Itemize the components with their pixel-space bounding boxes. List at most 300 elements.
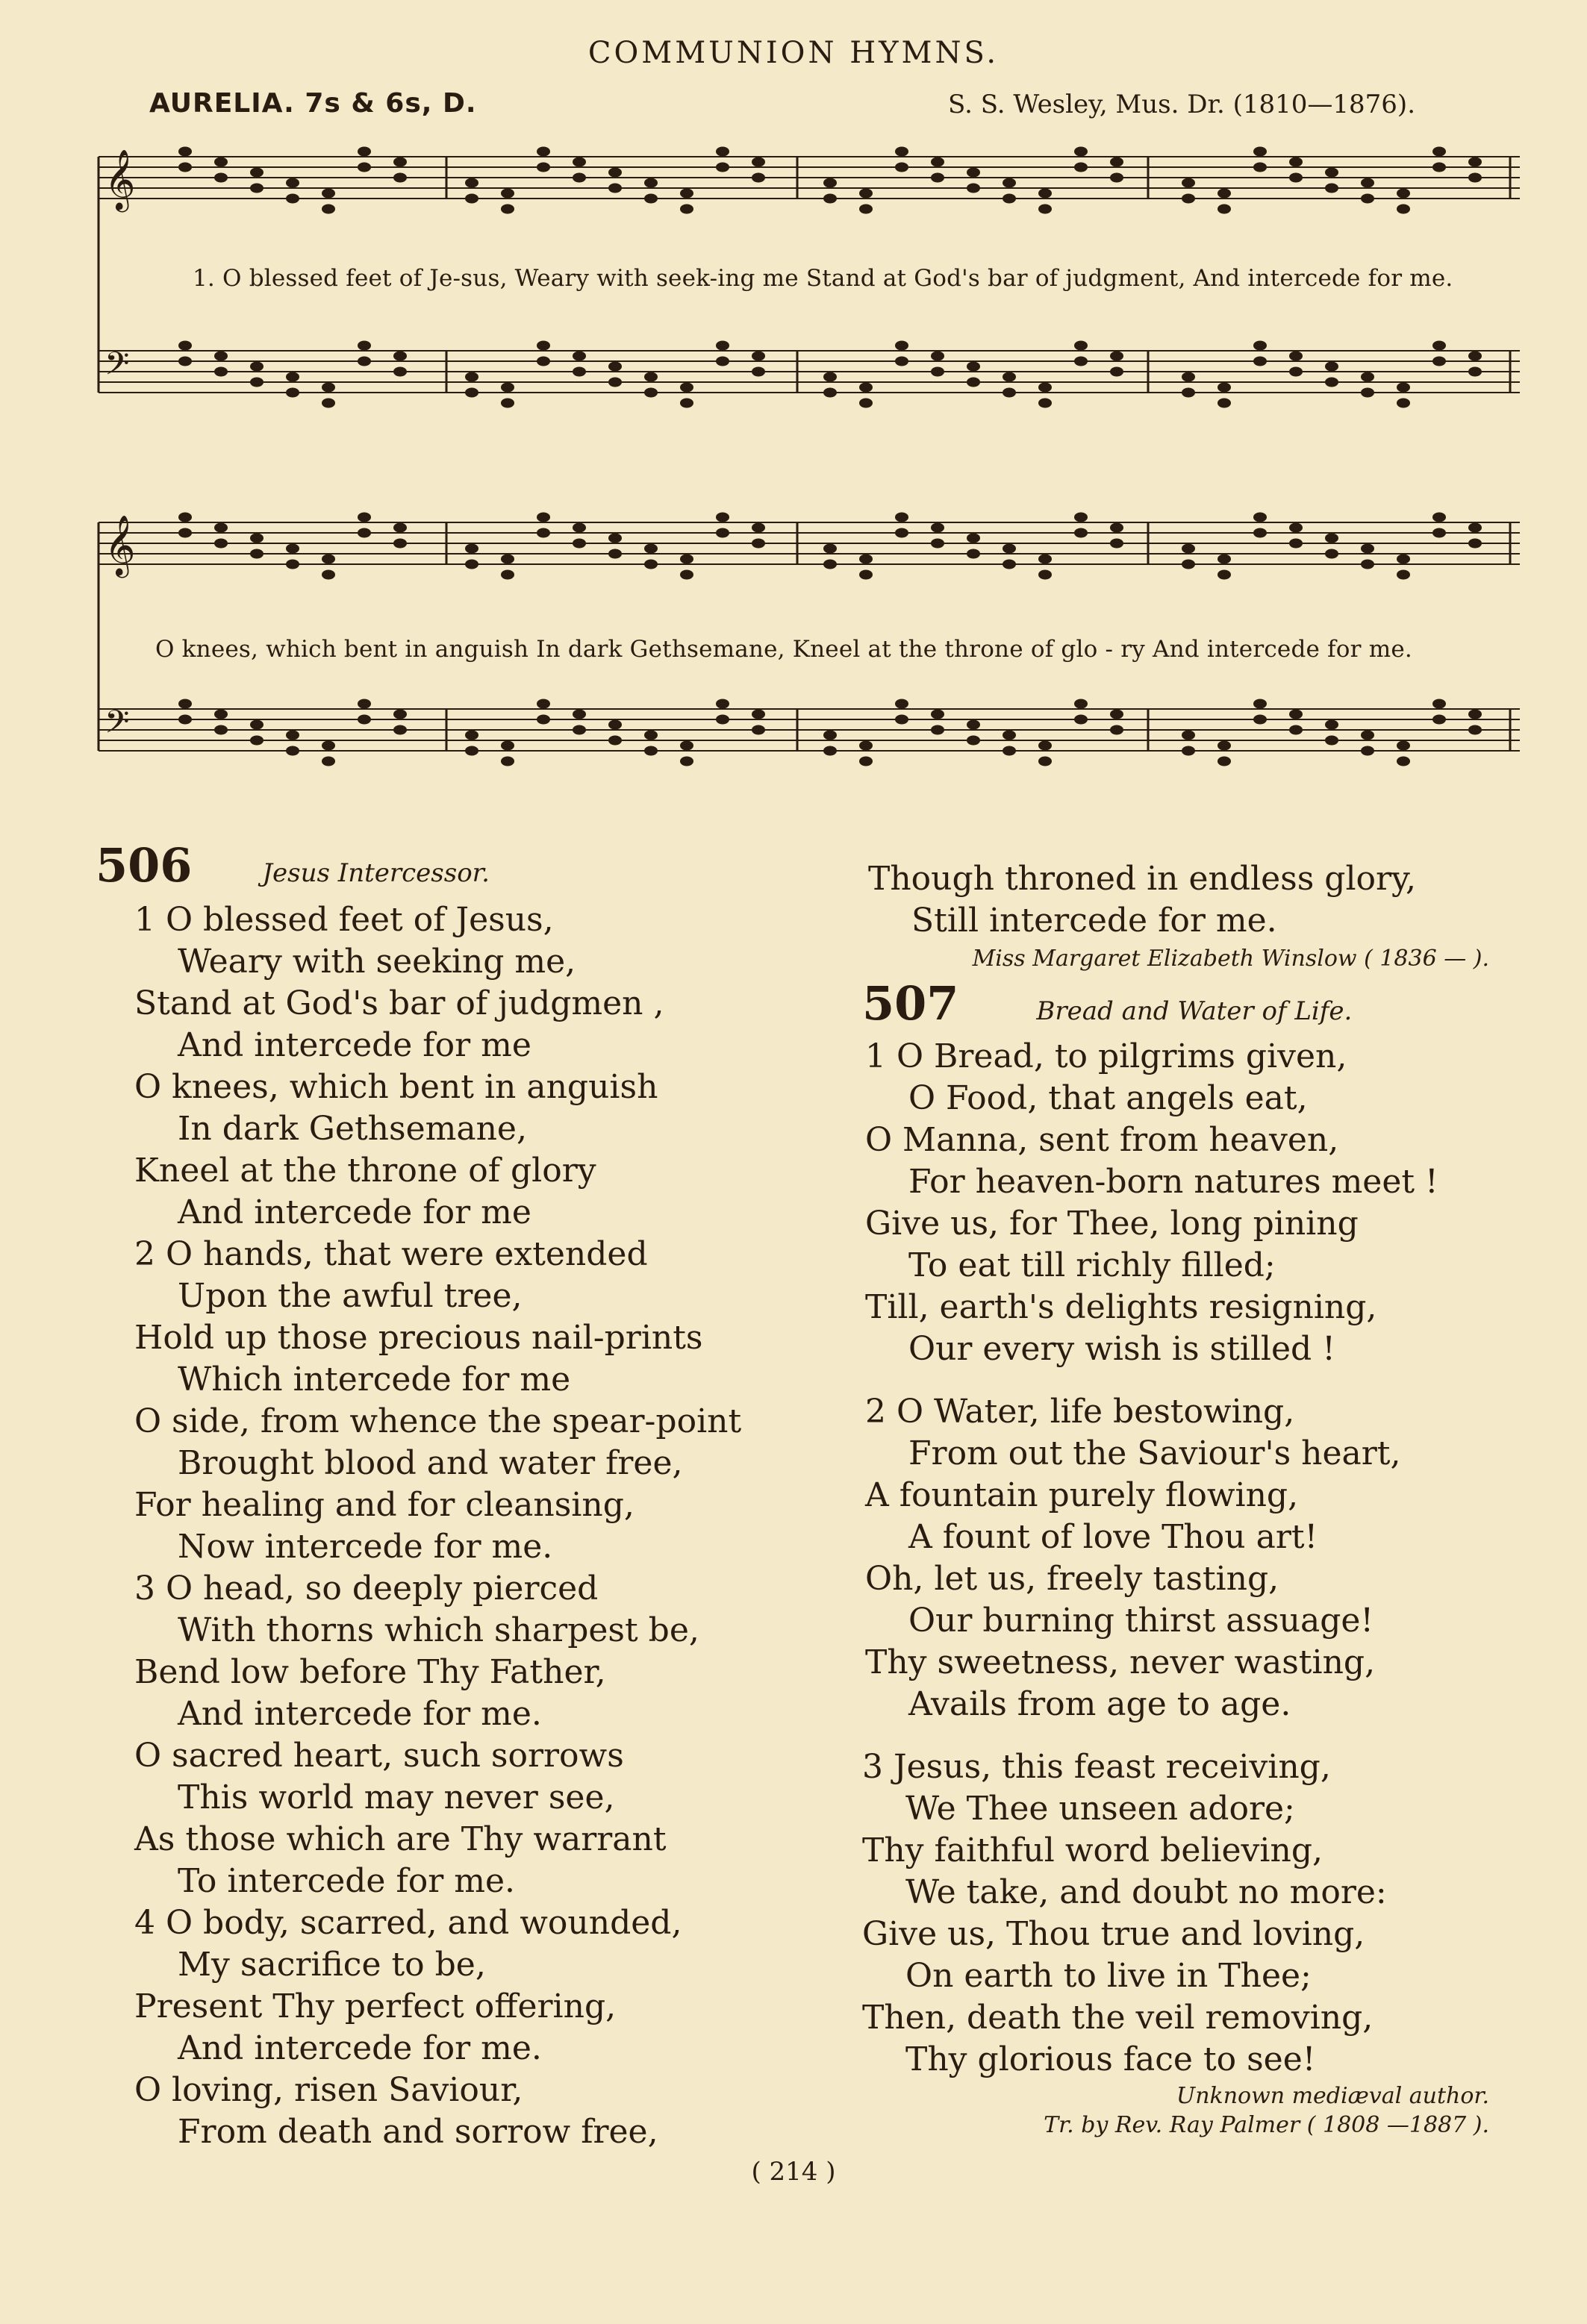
note-head bbox=[608, 549, 622, 559]
note-head bbox=[1038, 741, 1052, 751]
note-head bbox=[1074, 513, 1088, 522]
note-head bbox=[1361, 544, 1374, 554]
note-head bbox=[1182, 388, 1195, 398]
hymn-507-stanza-1 bbox=[862, 1036, 1504, 1370]
verse-line: And intercede for me bbox=[178, 1193, 531, 1231]
note-head bbox=[680, 383, 693, 393]
note-head bbox=[393, 710, 407, 719]
note-head bbox=[286, 746, 299, 756]
note-head bbox=[286, 194, 299, 204]
note-head bbox=[250, 184, 264, 193]
note-head bbox=[1468, 157, 1482, 167]
note-head bbox=[573, 173, 586, 183]
note-head bbox=[1182, 731, 1195, 740]
verse-line: 2 O hands, that were extended bbox=[134, 1235, 648, 1273]
verse-line: From death and sorrow free, bbox=[178, 2113, 658, 2151]
verse-line: Thy glorious face to see! bbox=[905, 2040, 1316, 2078]
note-head bbox=[859, 204, 873, 214]
verse-line: Give us, Thou true and loving, bbox=[862, 1915, 1365, 1953]
verse-line: Thy faithful word believing, bbox=[862, 1831, 1323, 1869]
note-head bbox=[1253, 357, 1267, 366]
note-head bbox=[1325, 362, 1338, 372]
tune-name: AURELIA. 7s & 6s, D. bbox=[149, 88, 477, 119]
note-head bbox=[967, 720, 980, 730]
hymn-title: Jesus Intercessor. bbox=[262, 858, 490, 888]
note-head bbox=[214, 367, 228, 377]
note-head bbox=[501, 204, 514, 214]
verse-line: And intercede for me bbox=[178, 1026, 531, 1064]
note-head bbox=[465, 178, 478, 188]
note-head bbox=[1182, 746, 1195, 756]
note-head bbox=[501, 399, 514, 408]
hymn-507-stanza-2 bbox=[862, 1391, 1504, 1725]
hymn-506-text bbox=[96, 899, 767, 2153]
note-head bbox=[967, 378, 980, 387]
note-head bbox=[465, 372, 478, 382]
note-head bbox=[1432, 513, 1446, 522]
note-head bbox=[573, 157, 586, 167]
note-head bbox=[859, 757, 873, 766]
verse-line: Present Thy perfect offering, bbox=[134, 1987, 617, 2025]
note-head bbox=[1325, 168, 1338, 178]
note-head bbox=[1217, 399, 1231, 408]
note-head bbox=[752, 352, 765, 361]
note-head bbox=[823, 731, 837, 740]
note-head bbox=[895, 699, 908, 709]
note-head bbox=[716, 715, 729, 725]
note-head bbox=[895, 163, 908, 172]
note-head bbox=[1289, 367, 1303, 377]
note-head bbox=[752, 523, 765, 533]
note-head bbox=[537, 715, 550, 725]
note-head bbox=[859, 741, 873, 751]
verse-line: A fount of love Thou art! bbox=[908, 1518, 1318, 1556]
note-head bbox=[465, 544, 478, 554]
verse-line: A fountain purely flowing, bbox=[865, 1476, 1299, 1514]
note-head bbox=[178, 715, 192, 725]
note-head bbox=[1397, 399, 1410, 408]
note-head bbox=[1003, 388, 1016, 398]
note-head bbox=[859, 399, 873, 408]
verse-line: Till, earth's delights resigning, bbox=[865, 1288, 1377, 1326]
note-head bbox=[358, 357, 371, 366]
verse-line: We take, and doubt no more: bbox=[905, 1873, 1387, 1911]
note-head bbox=[1397, 757, 1410, 766]
note-head bbox=[1038, 399, 1052, 408]
note-head bbox=[1361, 388, 1374, 398]
note-head bbox=[214, 173, 228, 183]
note-head bbox=[358, 715, 371, 725]
note-head bbox=[214, 157, 228, 167]
note-head bbox=[1253, 341, 1267, 351]
note-head bbox=[608, 362, 622, 372]
verse-line: Then, death the veil removing, bbox=[862, 1999, 1374, 2037]
note-head bbox=[501, 570, 514, 580]
verse-line: O side, from whence the spear-point bbox=[134, 1402, 742, 1440]
note-head bbox=[1325, 184, 1338, 193]
note-head bbox=[537, 341, 550, 351]
note-head bbox=[1361, 372, 1374, 382]
note-head bbox=[716, 528, 729, 538]
verse-line: 3 O head, so deeply pierced bbox=[134, 1569, 599, 1608]
verse-line: Kneel at the throne of glory bbox=[134, 1152, 596, 1190]
note-head bbox=[1038, 570, 1052, 580]
note-head bbox=[573, 539, 586, 549]
note-head bbox=[823, 746, 837, 756]
verse-line: Weary with seeking me, bbox=[178, 943, 576, 981]
verse-line: With thorns which sharpest be, bbox=[178, 1611, 699, 1649]
note-head bbox=[1074, 357, 1088, 366]
note-head bbox=[573, 352, 586, 361]
verse-line: 4 O body, scarred, and wounded, bbox=[134, 1904, 682, 1942]
verse-line: Bend low before Thy Father, bbox=[134, 1653, 606, 1691]
note-head bbox=[1468, 352, 1482, 361]
note-head bbox=[752, 710, 765, 719]
note-head bbox=[895, 147, 908, 157]
note-head bbox=[1003, 560, 1016, 569]
note-head bbox=[1468, 367, 1482, 377]
note-head bbox=[465, 194, 478, 204]
note-head bbox=[608, 534, 622, 543]
note-head bbox=[895, 341, 908, 351]
note-head bbox=[931, 352, 944, 361]
note-head bbox=[752, 367, 765, 377]
note-head bbox=[1217, 189, 1231, 199]
note-head bbox=[1361, 560, 1374, 569]
note-head bbox=[501, 189, 514, 199]
note-head bbox=[573, 523, 586, 533]
note-head bbox=[537, 699, 550, 709]
note-head bbox=[1468, 539, 1482, 549]
note-head bbox=[537, 357, 550, 366]
note-head bbox=[1182, 372, 1195, 382]
note-head bbox=[537, 163, 550, 172]
note-head bbox=[1074, 715, 1088, 725]
note-head bbox=[716, 357, 729, 366]
verse-line: Our every wish is stilled ! bbox=[908, 1330, 1335, 1368]
note-head bbox=[967, 362, 980, 372]
verse-line: This world may never see, bbox=[178, 1778, 615, 1817]
note-head bbox=[1289, 710, 1303, 719]
note-head bbox=[608, 378, 622, 387]
note-head bbox=[644, 388, 658, 398]
note-head bbox=[1468, 710, 1482, 719]
bass-clef-icon: 𝄢 bbox=[105, 346, 130, 390]
note-head bbox=[1432, 147, 1446, 157]
note-head bbox=[573, 725, 586, 735]
note-head bbox=[393, 352, 407, 361]
note-head bbox=[393, 725, 407, 735]
note-head bbox=[1217, 757, 1231, 766]
note-head bbox=[1361, 731, 1374, 740]
note-head bbox=[1253, 715, 1267, 725]
note-head bbox=[1468, 173, 1482, 183]
note-head bbox=[967, 534, 980, 543]
verse-line: O sacred heart, such sorrows bbox=[134, 1737, 624, 1775]
note-head bbox=[931, 710, 944, 719]
verse-line: Brought blood and water free, bbox=[178, 1444, 683, 1482]
note-head bbox=[1397, 204, 1410, 214]
note-head bbox=[322, 570, 335, 580]
note-head bbox=[322, 555, 335, 564]
verse-line: O knees, which bent in anguish bbox=[134, 1068, 658, 1106]
verse-line: We Thee unseen adore; bbox=[905, 1790, 1295, 1828]
note-head bbox=[931, 725, 944, 735]
note-head bbox=[1074, 341, 1088, 351]
verse-line: In dark Gethsemane, bbox=[178, 1110, 527, 1148]
verse-line: Which intercede for me bbox=[178, 1361, 571, 1399]
note-head bbox=[859, 189, 873, 199]
note-head bbox=[1253, 699, 1267, 709]
hymn-507-attribution-1: Unknown mediæval author. bbox=[1176, 2083, 1489, 2109]
note-head bbox=[1003, 372, 1016, 382]
note-head bbox=[286, 544, 299, 554]
note-head bbox=[537, 147, 550, 157]
note-head bbox=[358, 513, 371, 522]
note-head bbox=[1361, 194, 1374, 204]
note-head bbox=[1432, 699, 1446, 709]
note-head bbox=[1003, 194, 1016, 204]
note-head bbox=[1468, 725, 1482, 735]
hymn-507-stanza-3 bbox=[862, 1746, 1504, 2081]
note-head bbox=[1361, 746, 1374, 756]
note-head bbox=[214, 352, 228, 361]
note-head bbox=[501, 555, 514, 564]
hymn-title: Bread and Water of Life. bbox=[1036, 996, 1353, 1026]
note-head bbox=[1038, 757, 1052, 766]
note-head bbox=[250, 168, 264, 178]
note-head bbox=[1289, 725, 1303, 735]
note-head bbox=[716, 341, 729, 351]
note-head bbox=[823, 544, 837, 554]
note-head bbox=[1468, 523, 1482, 533]
note-head bbox=[895, 715, 908, 725]
note-head bbox=[1253, 147, 1267, 157]
note-head bbox=[393, 523, 407, 533]
note-head bbox=[1110, 539, 1123, 549]
note-head bbox=[1038, 204, 1052, 214]
note-head bbox=[1074, 528, 1088, 538]
note-head bbox=[716, 699, 729, 709]
note-head bbox=[1003, 746, 1016, 756]
music-lyrics-1: 1. O blessed feet of Je-sus, Weary with seek-ing me Stand at God's bar of judgment, And intercede for me. bbox=[193, 265, 1453, 292]
verse-line: On earth to live in Thee; bbox=[905, 1957, 1312, 1995]
note-head bbox=[178, 357, 192, 366]
note-head bbox=[1397, 570, 1410, 580]
verse-line: Give us, for Thee, long pining bbox=[865, 1205, 1359, 1243]
note-head bbox=[1289, 539, 1303, 549]
note-head bbox=[250, 378, 264, 387]
note-head bbox=[214, 710, 228, 719]
note-head bbox=[1289, 157, 1303, 167]
note-head bbox=[931, 539, 944, 549]
note-head bbox=[967, 549, 980, 559]
note-head bbox=[178, 341, 192, 351]
verse-line: Now intercede for me. bbox=[178, 1528, 553, 1566]
note-head bbox=[465, 731, 478, 740]
note-head bbox=[358, 699, 371, 709]
note-head bbox=[178, 528, 192, 538]
note-head bbox=[1217, 383, 1231, 393]
note-head bbox=[1074, 699, 1088, 709]
note-head bbox=[322, 741, 335, 751]
note-head bbox=[680, 189, 693, 199]
note-head bbox=[501, 383, 514, 393]
note-head bbox=[716, 147, 729, 157]
note-head bbox=[823, 560, 837, 569]
note-head bbox=[286, 372, 299, 382]
note-head bbox=[178, 163, 192, 172]
note-head bbox=[393, 157, 407, 167]
note-head bbox=[1432, 163, 1446, 172]
note-head bbox=[1432, 528, 1446, 538]
hymn-506-continued bbox=[862, 858, 1504, 942]
note-head bbox=[680, 741, 693, 751]
verse-line: And intercede for me. bbox=[178, 2029, 542, 2067]
note-head bbox=[931, 367, 944, 377]
note-head bbox=[931, 523, 944, 533]
hymn-506-attribution: Miss Margaret Elizabeth Winslow ( 1836 — ). bbox=[972, 946, 1489, 972]
verse-line: Avails from age to age. bbox=[908, 1685, 1291, 1723]
verse-line: O Food, that angels eat, bbox=[908, 1079, 1308, 1117]
note-head bbox=[286, 731, 299, 740]
note-head bbox=[1182, 194, 1195, 204]
note-head bbox=[644, 372, 658, 382]
note-head bbox=[859, 570, 873, 580]
verse-line: To eat till richly filled; bbox=[908, 1246, 1276, 1284]
note-head bbox=[644, 560, 658, 569]
verse-line: For healing and for cleansing, bbox=[134, 1486, 635, 1524]
note-head bbox=[608, 184, 622, 193]
note-head bbox=[608, 720, 622, 730]
note-head bbox=[823, 194, 837, 204]
note-head bbox=[608, 736, 622, 746]
note-head bbox=[1397, 189, 1410, 199]
note-head bbox=[1325, 720, 1338, 730]
bass-clef-icon: 𝄢 bbox=[105, 704, 130, 749]
note-head bbox=[1003, 178, 1016, 188]
note-head bbox=[286, 560, 299, 569]
note-head bbox=[1361, 178, 1374, 188]
note-head bbox=[1110, 352, 1123, 361]
note-head bbox=[680, 204, 693, 214]
note-head bbox=[680, 570, 693, 580]
verse-line: To intercede for me. bbox=[178, 1862, 515, 1900]
note-head bbox=[823, 178, 837, 188]
note-head bbox=[250, 534, 264, 543]
note-head bbox=[1253, 528, 1267, 538]
hymn-column-right bbox=[862, 858, 1504, 2139]
note-head bbox=[1110, 710, 1123, 719]
note-head bbox=[1110, 523, 1123, 533]
note-head bbox=[1397, 555, 1410, 564]
music-lyrics-2: O knees, which bent in anguish In dark Gethsemane, Kneel at the throne of glo - ry And intercede for me. bbox=[155, 636, 1412, 663]
verse-line: Still intercede for me. bbox=[911, 902, 1277, 940]
note-head bbox=[465, 560, 478, 569]
verse-line: Thy sweetness, never wasting, bbox=[865, 1643, 1376, 1681]
note-head bbox=[1432, 341, 1446, 351]
note-head bbox=[1253, 513, 1267, 522]
note-head bbox=[393, 539, 407, 549]
running-head: COMMUNION HYMNS. bbox=[587, 36, 1000, 70]
note-head bbox=[680, 399, 693, 408]
note-head bbox=[250, 720, 264, 730]
note-head bbox=[465, 746, 478, 756]
verse-line: For heaven-born natures meet ! bbox=[908, 1163, 1438, 1201]
note-head bbox=[644, 178, 658, 188]
note-head bbox=[1432, 357, 1446, 366]
verse-line: Stand at God's bar of judgmen , bbox=[134, 984, 664, 1022]
note-head bbox=[644, 544, 658, 554]
hymn-number: 507 bbox=[862, 976, 959, 1031]
note-head bbox=[823, 388, 837, 398]
note-head bbox=[1325, 736, 1338, 746]
verse-line: 1 O Bread, to pilgrims given, bbox=[865, 1037, 1347, 1075]
note-head bbox=[178, 513, 192, 522]
note-head bbox=[1038, 555, 1052, 564]
note-head bbox=[286, 178, 299, 188]
note-head bbox=[680, 757, 693, 766]
note-head bbox=[644, 746, 658, 756]
page-number: ( 214 ) bbox=[751, 2157, 836, 2187]
note-head bbox=[644, 194, 658, 204]
note-head bbox=[501, 741, 514, 751]
note-head bbox=[1325, 534, 1338, 543]
note-head bbox=[393, 173, 407, 183]
note-head bbox=[967, 184, 980, 193]
note-head bbox=[214, 725, 228, 735]
note-head bbox=[1432, 715, 1446, 725]
verse-line: 1 O blessed feet of Jesus, bbox=[134, 901, 554, 939]
note-head bbox=[1110, 173, 1123, 183]
note-head bbox=[1325, 378, 1338, 387]
note-head bbox=[1074, 163, 1088, 172]
note-head bbox=[214, 539, 228, 549]
note-head bbox=[250, 549, 264, 559]
note-head bbox=[752, 539, 765, 549]
verse-line: As those which are Thy warrant bbox=[134, 1820, 667, 1858]
verse-line: 3 Jesus, this feast receiving, bbox=[862, 1748, 1331, 1786]
treble-clef-icon: 𝄞 bbox=[105, 149, 136, 210]
note-head bbox=[1325, 549, 1338, 559]
verse-line: Hold up those precious nail-prints bbox=[134, 1319, 703, 1357]
verse-line: Oh, let us, freely tasting, bbox=[865, 1560, 1279, 1598]
note-head bbox=[465, 388, 478, 398]
note-head bbox=[322, 757, 335, 766]
note-head bbox=[250, 736, 264, 746]
verse-line: Our burning thirst assuage! bbox=[908, 1602, 1374, 1640]
note-head bbox=[644, 731, 658, 740]
note-head bbox=[501, 757, 514, 766]
note-head bbox=[859, 555, 873, 564]
verse-line: O loving, risen Saviour, bbox=[134, 2071, 523, 2109]
note-head bbox=[358, 341, 371, 351]
note-head bbox=[1182, 178, 1195, 188]
note-head bbox=[823, 372, 837, 382]
composer-credit: S. S. Wesley, Mus. Dr. (1810—1876). bbox=[948, 90, 1415, 119]
note-head bbox=[358, 147, 371, 157]
note-head bbox=[716, 513, 729, 522]
note-head bbox=[1182, 544, 1195, 554]
note-head bbox=[1003, 544, 1016, 554]
note-head bbox=[1397, 741, 1410, 751]
note-head bbox=[895, 513, 908, 522]
note-head bbox=[537, 528, 550, 538]
note-head bbox=[358, 528, 371, 538]
note-head bbox=[967, 736, 980, 746]
note-head bbox=[1397, 383, 1410, 393]
note-head bbox=[895, 357, 908, 366]
